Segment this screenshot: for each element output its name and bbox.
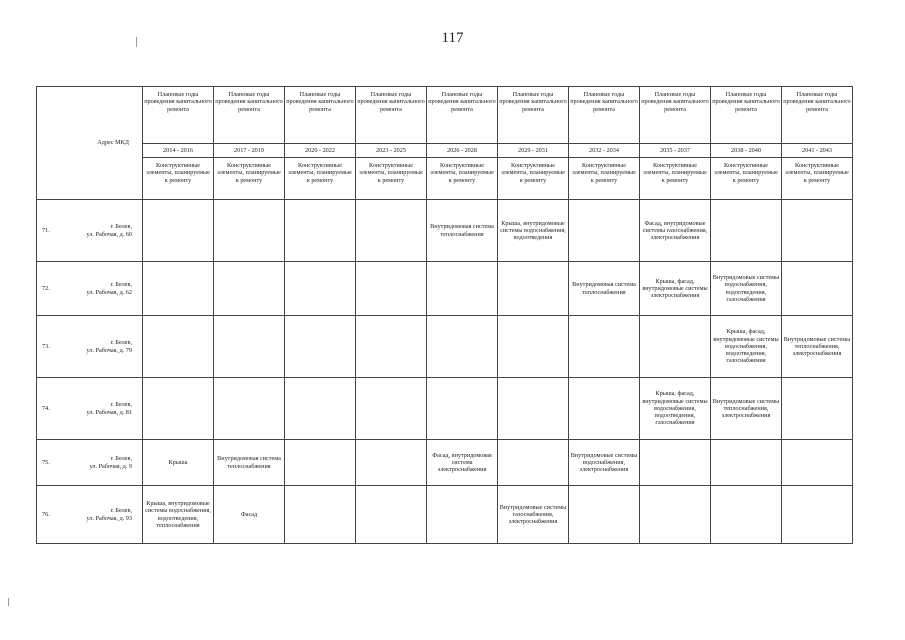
repair-elements-cell: Внутридомовые системы теплоснабжения, электроснабжения <box>711 378 782 440</box>
repair-elements-cell: Внутридомовые системы водоснабжения, водоотведения, газоснабжения <box>711 262 782 316</box>
row-address <box>63 378 143 440</box>
header-elements: Конструктивные элементы, планируемые к ремонту <box>498 158 569 200</box>
repair-elements-cell <box>356 378 427 440</box>
header-year-range: 2032 - 2034 <box>569 144 640 158</box>
header-elements: Конструктивные элементы, планируемые к ремонту <box>214 158 285 200</box>
repair-elements-cell: Внутридомовые системы водоснабжения, электроснабжения <box>569 440 640 486</box>
repair-elements-cell <box>143 262 214 316</box>
header-number-cell <box>37 87 63 200</box>
repair-elements-cell: Фасад <box>214 486 285 544</box>
repair-elements-cell: Внутридомовая система теплоснабжения <box>214 440 285 486</box>
header-year-range: 2026 - 2028 <box>427 144 498 158</box>
repair-elements-cell <box>640 440 711 486</box>
repair-elements-cell: Внутридомовая система теплоснабжения <box>427 200 498 262</box>
table-body <box>37 200 853 544</box>
address-street: ул. Рабочая, д. 60 <box>86 230 132 238</box>
repair-elements-cell <box>285 200 356 262</box>
header-elements: Конструктивные элементы, планируемые к ремонту <box>569 158 640 200</box>
repair-elements-cell <box>285 262 356 316</box>
header-year-range: 2035 - 2037 <box>640 144 711 158</box>
address-street: ул. Рабочая, д. 62 <box>86 288 132 296</box>
address-city: г. Белев, <box>110 281 132 289</box>
address-street: ул. Рабочая, д. 79 <box>86 346 132 354</box>
repair-elements-cell <box>427 486 498 544</box>
row-address <box>63 486 143 544</box>
repair-elements-cell <box>569 316 640 378</box>
repair-elements-cell <box>569 378 640 440</box>
row-number: 73. <box>37 316 63 378</box>
repair-elements-cell: Фасад, внутридомовая система электроснабжения <box>427 440 498 486</box>
repair-elements-cell <box>427 262 498 316</box>
scan-artifact <box>136 37 137 47</box>
scan-artifact <box>8 598 9 606</box>
repair-elements-cell <box>498 316 569 378</box>
repair-elements-cell <box>214 316 285 378</box>
capital-repair-schedule-table <box>36 86 853 544</box>
table-row <box>37 262 853 316</box>
header-plan-years: Плановые годы проведения капитального ремонта <box>143 87 214 144</box>
header-plan-years: Плановые годы проведения капитального ремонта <box>285 87 356 144</box>
row-number: 72. <box>37 262 63 316</box>
header-year-range: 2041 - 2043 <box>782 144 853 158</box>
table-row <box>37 486 853 544</box>
repair-elements-cell <box>427 316 498 378</box>
row-address <box>63 262 143 316</box>
address-city: г. Белев, <box>110 223 132 231</box>
repair-elements-cell <box>356 440 427 486</box>
header-elements: Конструктивные элементы, планируемые к ремонту <box>782 158 853 200</box>
header-plan-years: Плановые годы проведения капитального ремонта <box>711 87 782 144</box>
table-row <box>37 378 853 440</box>
header-year-range: 2017 - 2019 <box>214 144 285 158</box>
repair-elements-cell: Крыша, фасад, внутридомовые системы водоснабжения, водоотведения, газоснабжения <box>640 378 711 440</box>
repair-elements-cell: Внутридомовая система теплоснабжения <box>569 262 640 316</box>
address-city: г. Белев, <box>110 339 132 347</box>
repair-elements-cell <box>782 440 853 486</box>
header-elements: Конструктивные элементы, планируемые к ремонту <box>427 158 498 200</box>
repair-elements-cell: Фасад, внутридомовые системы газоснабжения, электроснабжения <box>640 200 711 262</box>
repair-elements-cell <box>569 486 640 544</box>
address-street: ул. Рабочая, д. 9 <box>89 462 132 470</box>
repair-elements-cell: Внутридомовые системы газоснабжения, электроснабжения <box>498 486 569 544</box>
row-number: 76. <box>37 486 63 544</box>
header-elements: Конструктивные элементы, планируемые к ремонту <box>711 158 782 200</box>
header-year-range: 2014 - 2016 <box>143 144 214 158</box>
address-street: ул. Рабочая, д. 81 <box>86 408 132 416</box>
repair-elements-cell: Внутридомовые системы теплоснабжения, электроснабжения <box>782 316 853 378</box>
repair-elements-cell <box>782 378 853 440</box>
header-plan-years: Плановые годы проведения капитального ремонта <box>640 87 711 144</box>
repair-elements-cell <box>711 200 782 262</box>
table-row <box>37 440 853 486</box>
repair-elements-cell <box>782 486 853 544</box>
repair-elements-cell <box>356 316 427 378</box>
address-city: г. Белев, <box>110 507 132 515</box>
header-address: Адрес МКД <box>63 87 143 200</box>
repair-elements-cell <box>498 262 569 316</box>
repair-elements-cell <box>285 486 356 544</box>
repair-elements-cell <box>285 378 356 440</box>
repair-elements-cell <box>285 440 356 486</box>
header-year-range: 2038 - 2040 <box>711 144 782 158</box>
header-year-range: 2029 - 2031 <box>498 144 569 158</box>
header-plan-years: Плановые годы проведения капитального ремонта <box>569 87 640 144</box>
table-header <box>37 87 853 200</box>
address-city: г. Белев, <box>110 401 132 409</box>
repair-elements-cell <box>711 486 782 544</box>
row-address <box>63 316 143 378</box>
header-plan-years: Плановые годы проведения капитального ремонта <box>214 87 285 144</box>
repair-elements-cell <box>356 486 427 544</box>
row-number: 75. <box>37 440 63 486</box>
header-elements: Конструктивные элементы, планируемые к ремонту <box>356 158 427 200</box>
repair-elements-cell: Крыша, фасад, внутридомовые системы электроснабжения <box>640 262 711 316</box>
repair-elements-cell <box>356 262 427 316</box>
repair-elements-cell <box>214 262 285 316</box>
repair-elements-cell <box>498 378 569 440</box>
row-number: 74. <box>37 378 63 440</box>
repair-elements-cell: Крыша <box>143 440 214 486</box>
repair-elements-cell: Крыша, фасад, внутридомовые системы водоснабжения, водоотведения, газоснабжения <box>711 316 782 378</box>
address-city: г. Белев, <box>110 455 132 463</box>
table-row <box>37 200 853 262</box>
header-plan-years: Плановые годы проведения капитального ремонта <box>782 87 853 144</box>
repair-elements-cell <box>498 440 569 486</box>
repair-elements-cell <box>285 316 356 378</box>
repair-elements-cell <box>143 200 214 262</box>
repair-elements-cell <box>640 486 711 544</box>
header-plan-years: Плановые годы проведения капитального ремонта <box>356 87 427 144</box>
repair-elements-cell <box>569 200 640 262</box>
header-plan-years: Плановые годы проведения капитального ремонта <box>427 87 498 144</box>
header-elements: Конструктивные элементы, планируемые к ремонту <box>285 158 356 200</box>
row-number: 71. <box>37 200 63 262</box>
repair-elements-cell <box>143 316 214 378</box>
repair-elements-cell <box>356 200 427 262</box>
address-street: ул. Рабочая, д. 93 <box>86 514 132 522</box>
header-plan-years: Плановые годы проведения капитального ремонта <box>498 87 569 144</box>
header-elements: Конструктивные элементы, планируемые к ремонту <box>640 158 711 200</box>
repair-elements-cell: Крыша, внутридомовые системы водоснабжения, водоотведения <box>498 200 569 262</box>
repair-elements-cell <box>711 440 782 486</box>
header-year-range: 2020 - 2022 <box>285 144 356 158</box>
page-number: 117 <box>441 30 464 46</box>
repair-elements-cell <box>427 378 498 440</box>
row-address <box>63 200 143 262</box>
row-address <box>63 440 143 486</box>
repair-elements-cell <box>640 316 711 378</box>
repair-elements-cell <box>214 200 285 262</box>
table-row <box>37 316 853 378</box>
repair-elements-cell <box>143 378 214 440</box>
repair-elements-cell <box>214 378 285 440</box>
repair-elements-cell <box>782 200 853 262</box>
repair-elements-cell: Крыша, внутридомовые системы водоснабжения, водоотведения, теплоснабжения <box>143 486 214 544</box>
header-elements: Конструктивные элементы, планируемые к ремонту <box>143 158 214 200</box>
repair-elements-cell <box>782 262 853 316</box>
header-year-range: 2023 - 2025 <box>356 144 427 158</box>
